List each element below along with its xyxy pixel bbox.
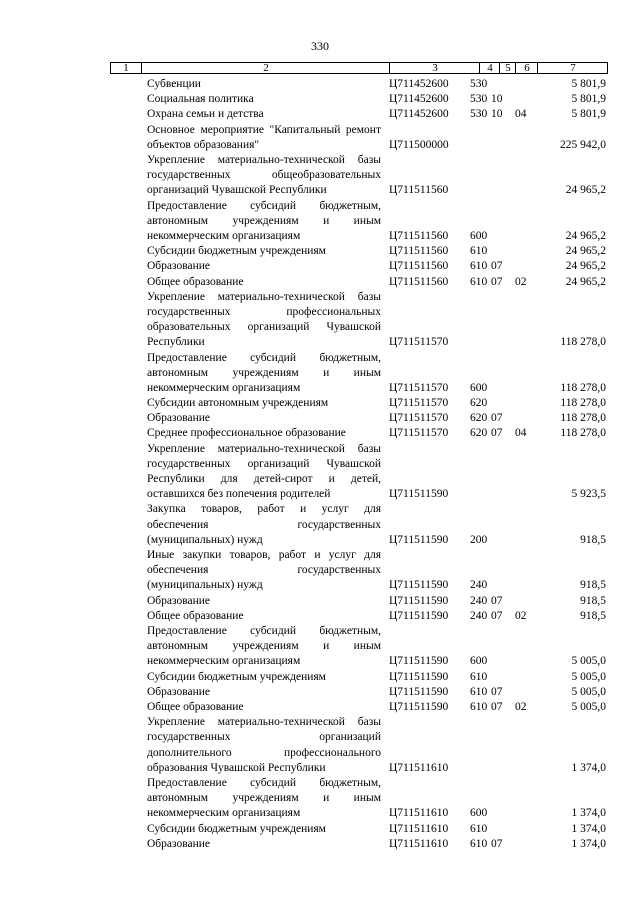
table-row <box>0 715 640 776</box>
row-name: Предоставление субсидий бюджетным, автономным учреждениям и иным некоммерческим организациям <box>147 625 381 668</box>
row-expense-type: 530 <box>470 108 488 121</box>
table-row <box>0 426 640 441</box>
row-section: 10 <box>491 108 503 121</box>
row-name: Образование <box>147 594 211 607</box>
row-name: Образование <box>147 685 211 698</box>
table-row <box>0 123 640 153</box>
row-section: 07 <box>491 275 503 288</box>
row-expense-type: 200 <box>470 533 488 546</box>
row-expense-type: 530 <box>470 78 488 90</box>
table-row <box>0 411 640 426</box>
row-amount: 5 923,5 <box>571 488 606 501</box>
row-amount: 1 374,0 <box>571 822 606 835</box>
row-name: Образование <box>147 837 211 850</box>
table-row <box>0 153 640 199</box>
row-name: Общее образование <box>147 609 244 622</box>
row-amount: 1 374,0 <box>571 837 606 850</box>
row-name: Предоставление субсидий бюджетным, автономным учреждениям и иным некоммерческим организациям <box>147 199 381 242</box>
row-name: Основное мероприятие "Капитальный ремонт объектов образования" <box>147 123 381 151</box>
row-amount: 24 965,2 <box>565 260 606 273</box>
table-row <box>0 776 640 822</box>
row-code: Ц711511590 <box>389 609 449 622</box>
row-amount: 918,5 <box>580 579 606 592</box>
row-code: Ц711511570 <box>389 427 449 440</box>
row-amount: 5 801,9 <box>571 93 606 106</box>
table-row <box>0 670 640 685</box>
header-col-2: 2 <box>141 63 390 73</box>
row-code: Ц711511610 <box>389 822 449 835</box>
row-code: Ц711511610 <box>389 807 449 820</box>
row-name: Укрепление материально-технической базы государственных организаций Чувашской Республики для детей-сирот и детей, оставшихся без попечения родителей <box>147 442 381 501</box>
row-name: Укрепление материально-технической базы государственных профессиональных образовательных организаций Чувашской Республики <box>147 290 381 349</box>
table-body <box>0 77 640 852</box>
table-row <box>0 609 640 624</box>
table-row <box>0 502 640 548</box>
row-expense-type: 610 <box>470 670 488 683</box>
row-amount: 1 374,0 <box>571 807 606 820</box>
table-row <box>0 290 640 351</box>
row-expense-type: 620 <box>470 427 488 440</box>
row-section: 07 <box>491 700 503 713</box>
row-section: 07 <box>491 685 503 698</box>
row-expense-type: 530 <box>470 93 488 106</box>
row-code: Ц711511560 <box>389 184 449 197</box>
row-code: Ц711511590 <box>389 533 449 546</box>
table-row <box>0 275 640 290</box>
header-col-3: 3 <box>389 63 480 73</box>
table-row <box>0 624 640 670</box>
table-row <box>0 396 640 411</box>
table-row <box>0 685 640 700</box>
row-expense-type: 610 <box>470 275 488 288</box>
row-code: Ц711511610 <box>389 761 449 774</box>
row-subsection: 02 <box>515 275 527 288</box>
row-expense-type: 610 <box>470 700 488 713</box>
table-row <box>0 199 640 245</box>
row-amount: 118 278,0 <box>560 381 606 394</box>
row-section: 07 <box>491 609 503 622</box>
row-amount: 24 965,2 <box>565 184 606 197</box>
row-expense-type: 600 <box>470 381 488 394</box>
row-amount: 5 801,9 <box>571 78 606 90</box>
table-header <box>110 62 608 74</box>
row-expense-type: 240 <box>470 594 488 607</box>
row-expense-type: 620 <box>470 397 488 410</box>
table-row <box>0 259 640 274</box>
row-name: Субсидии бюджетным учреждениям <box>147 670 326 683</box>
row-code: Ц711511590 <box>389 655 449 668</box>
table-row <box>0 107 640 122</box>
row-section: 07 <box>491 427 503 440</box>
row-amount: 118 278,0 <box>560 336 606 349</box>
row-code: Ц711511570 <box>389 412 449 425</box>
table-row <box>0 92 640 107</box>
row-amount: 5 005,0 <box>571 655 606 668</box>
header-col-6: 6 <box>515 63 538 73</box>
row-amount: 24 965,2 <box>565 275 606 288</box>
row-code: Ц711511570 <box>389 397 449 410</box>
header-col-1: 1 <box>123 62 129 74</box>
row-section: 07 <box>491 260 503 273</box>
row-name: Среднее профессиональное образование <box>147 427 346 440</box>
row-code: Ц711511570 <box>389 336 449 349</box>
row-name: Иные закупки товаров, работ и услуг для обеспечения государственных (муниципальных) нужд <box>147 549 381 592</box>
row-code: Ц711500000 <box>389 138 449 151</box>
row-amount: 918,5 <box>580 594 606 607</box>
table-row <box>0 442 640 503</box>
table-row <box>0 594 640 609</box>
row-name: Закупка товаров, работ и услуг для обеспечения государственных (муниципальных) нужд <box>147 503 381 546</box>
table-row <box>0 837 640 852</box>
row-amount: 118 278,0 <box>560 412 606 425</box>
row-expense-type: 620 <box>470 412 488 425</box>
table-row <box>0 822 640 837</box>
row-name: Предоставление субсидий бюджетным, автономным учреждениям и иным некоммерческим организациям <box>147 351 381 394</box>
row-code: Ц711511590 <box>389 594 449 607</box>
row-name: Социальная политика <box>147 93 254 106</box>
header-col-5: 5 <box>499 63 516 73</box>
row-amount: 225 942,0 <box>560 138 606 151</box>
row-expense-type: 600 <box>470 807 488 820</box>
row-name: Субсидии бюджетным учреждениям <box>147 822 326 835</box>
row-section: 07 <box>491 594 503 607</box>
row-amount: 918,5 <box>580 609 606 622</box>
row-expense-type: 610 <box>470 837 488 850</box>
row-subsection: 02 <box>515 700 527 713</box>
row-name: Субсидии бюджетным учреждениям <box>147 245 326 258</box>
row-code: Ц711511590 <box>389 670 449 683</box>
row-section: 10 <box>491 93 503 106</box>
row-name: Общее образование <box>147 275 244 288</box>
row-subsection: 02 <box>515 609 527 622</box>
row-code: Ц711452600 <box>389 93 449 106</box>
row-expense-type: 610 <box>470 245 488 258</box>
row-name: Общее образование <box>147 700 244 713</box>
row-section: 07 <box>491 412 503 425</box>
row-expense-type: 240 <box>470 609 488 622</box>
row-amount: 24 965,2 <box>565 229 606 242</box>
row-name: Охрана семьи и детства <box>147 108 264 121</box>
row-name: Субсидии автономным учреждениям <box>147 397 329 410</box>
row-expense-type: 600 <box>470 229 488 242</box>
row-expense-type: 610 <box>470 260 488 273</box>
row-code: Ц711511590 <box>389 488 449 501</box>
row-expense-type: 610 <box>470 822 488 835</box>
row-code: Ц711511610 <box>389 837 449 850</box>
row-amount: 5 005,0 <box>571 685 606 698</box>
row-expense-type: 240 <box>470 579 488 592</box>
row-expense-type: 610 <box>470 685 488 698</box>
header-col-7: 7 <box>537 63 608 73</box>
row-amount: 918,5 <box>580 533 606 546</box>
row-code: Ц711511590 <box>389 579 449 592</box>
row-subsection: 04 <box>515 427 527 440</box>
row-amount: 118 278,0 <box>560 427 606 440</box>
row-amount: 5 801,9 <box>571 108 606 121</box>
row-name: Субвенции <box>147 78 201 90</box>
row-subsection: 04 <box>515 108 527 121</box>
row-name: Укрепление материально-технической базы государственных организаций дополнительного профессионального образования Чувашской Республики <box>147 716 381 774</box>
row-code: Ц711511570 <box>389 381 449 394</box>
row-code: Ц711511560 <box>389 260 449 273</box>
table-row <box>0 244 640 259</box>
table-row <box>0 351 640 397</box>
row-amount: 5 005,0 <box>571 670 606 683</box>
table-row <box>0 548 640 594</box>
row-code: Ц711452600 <box>389 78 449 90</box>
row-amount: 1 374,0 <box>571 761 606 774</box>
row-code: Ц711452600 <box>389 108 449 121</box>
table-row <box>0 77 640 92</box>
row-amount: 24 965,2 <box>565 245 606 258</box>
row-code: Ц711511590 <box>389 700 449 713</box>
row-section: 07 <box>491 837 503 850</box>
row-name: Укрепление материально-технической базы государственных общеобразовательных организаций Чувашской Республики <box>147 153 381 197</box>
page-number: 330 <box>311 39 329 53</box>
row-name: Образование <box>147 412 211 425</box>
row-code: Ц711511590 <box>389 685 449 698</box>
row-expense-type: 600 <box>470 655 488 668</box>
row-amount: 5 005,0 <box>571 700 606 713</box>
row-name: Предоставление субсидий бюджетным, автономным учреждениям и иным некоммерческим организациям <box>147 776 381 820</box>
row-code: Ц711511560 <box>389 229 449 242</box>
row-code: Ц711511560 <box>389 275 449 288</box>
header-col-4: 4 <box>479 63 500 73</box>
row-code: Ц711511560 <box>389 245 449 258</box>
row-name: Образование <box>147 260 211 273</box>
row-amount: 118 278,0 <box>560 397 606 410</box>
table-row <box>0 700 640 715</box>
